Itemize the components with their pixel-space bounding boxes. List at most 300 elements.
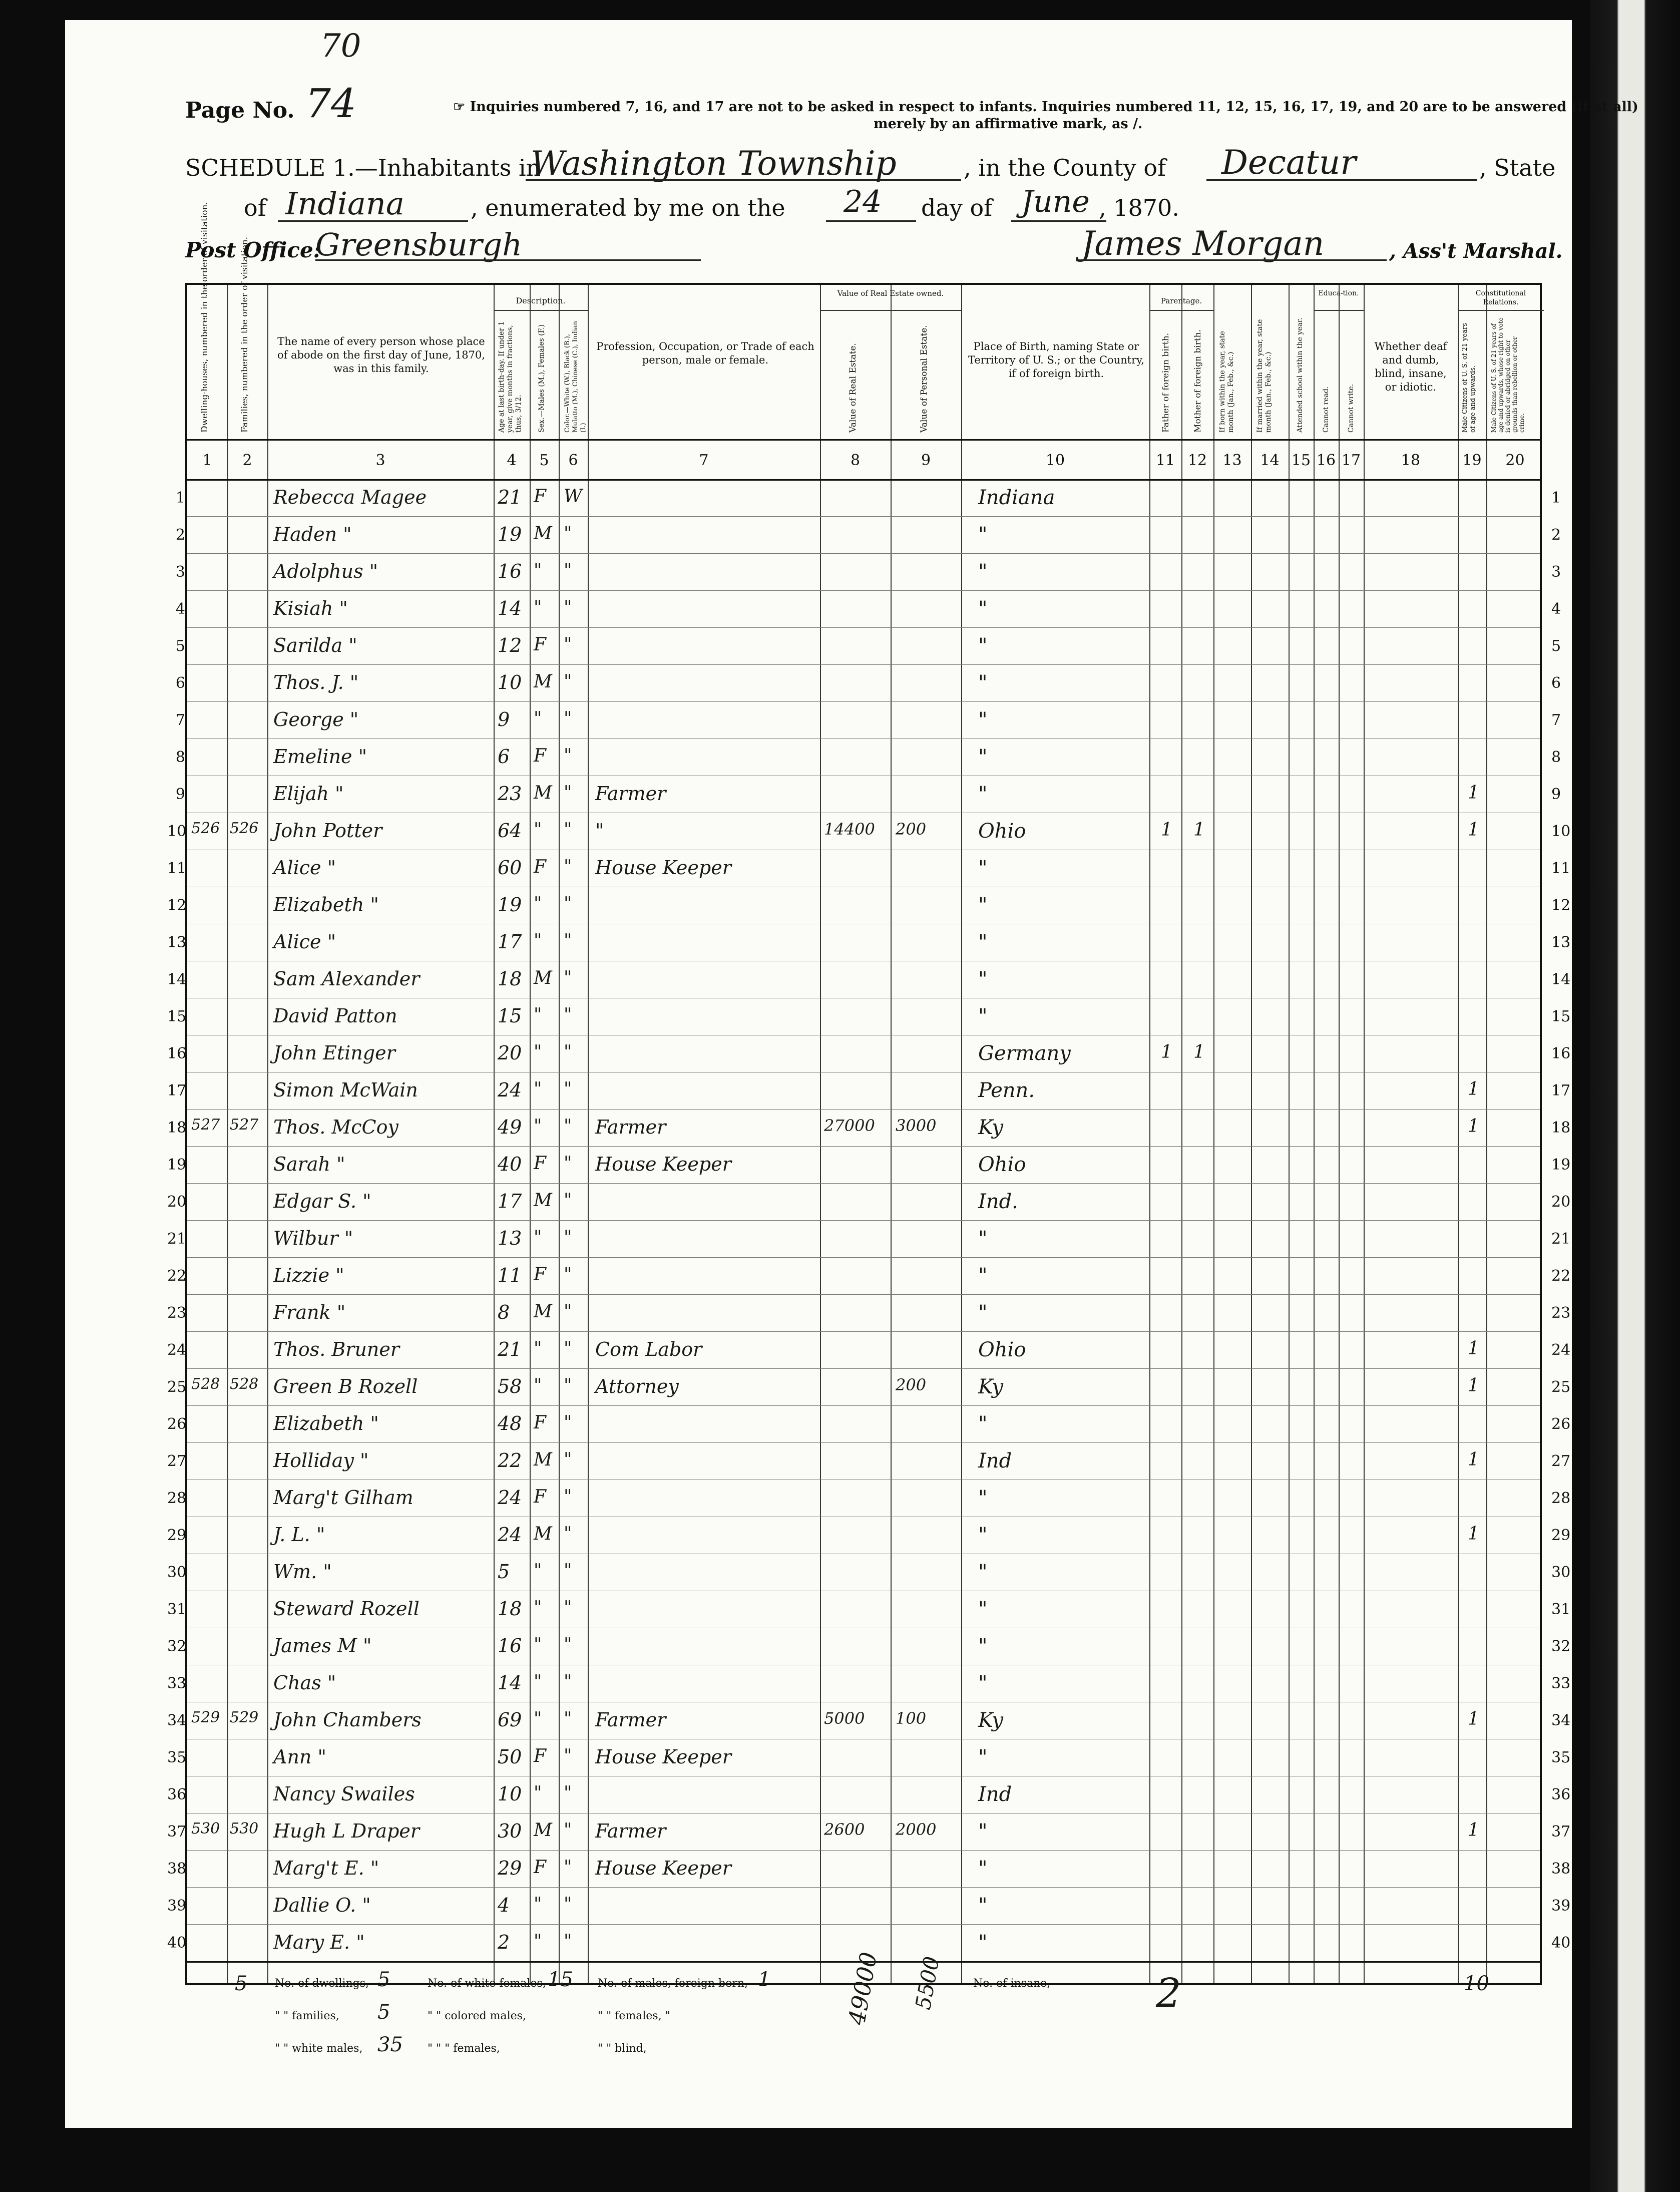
row-number-left: 36 <box>167 1786 187 1803</box>
sex-value: F <box>534 1412 546 1433</box>
header-personal-estate-column: Value of Personal Estate. <box>919 325 929 433</box>
birthplace-value: Ky <box>978 1375 1003 1398</box>
parentage-heading: Parentage. <box>1160 296 1202 305</box>
row-number-right: 9 <box>1551 786 1561 803</box>
row-number-left: 31 <box>167 1601 187 1618</box>
age-value: 16 <box>498 560 522 582</box>
education-group-line <box>1314 310 1364 311</box>
birthplace-value: " <box>978 1487 988 1510</box>
row-number-right: 15 <box>1551 1008 1571 1025</box>
real-estate-total: 49000 <box>843 1950 883 2027</box>
row-number-right: 27 <box>1551 1452 1571 1470</box>
person-name: Kisiah " <box>273 597 348 619</box>
month-value: June <box>1021 184 1090 219</box>
township-underline <box>526 179 961 181</box>
notice-line-2: merely by an affirmative mark, as /. <box>874 116 1143 132</box>
foreign-males-value: 1 <box>758 1968 771 1991</box>
table-row <box>187 1368 1544 1405</box>
person-name: Hugh L Draper <box>273 1820 420 1842</box>
birthplace-value: " <box>978 1227 988 1250</box>
birthplace-value: Indiana <box>978 486 1055 509</box>
row-number-right: 31 <box>1551 1601 1571 1618</box>
table-row <box>187 1109 1544 1146</box>
column-number: 2 <box>242 452 252 469</box>
birthplace-value: " <box>978 560 988 583</box>
row-number-right: 22 <box>1551 1267 1571 1285</box>
birthplace-value: " <box>978 1746 988 1769</box>
person-name: Elijah " <box>273 783 344 805</box>
occupation-value: Attorney <box>595 1375 679 1397</box>
age-value: 17 <box>498 1190 522 1212</box>
post-office-value: Greensburgh <box>315 226 523 263</box>
person-name: Ann " <box>273 1746 326 1768</box>
sex-value: M <box>534 1820 552 1841</box>
schedule-label: SCHEDULE 1.—Inhabitants in <box>185 154 541 181</box>
table-row <box>187 1739 1544 1776</box>
age-value: 21 <box>498 486 522 508</box>
occupation-value: House Keeper <box>595 1746 731 1768</box>
birthplace-value: Ohio <box>978 1153 1026 1176</box>
person-name: Nancy Swailes <box>273 1783 415 1805</box>
personal-estate-value: 200 <box>896 820 927 839</box>
day-underline <box>826 220 916 222</box>
age-value: 11 <box>498 1264 522 1286</box>
row-number-left: 25 <box>167 1378 187 1396</box>
male-citizen-mark: 1 <box>1468 820 1479 840</box>
table-row <box>187 627 1544 664</box>
row-number-left: 29 <box>167 1527 187 1544</box>
age-value: 19 <box>498 523 522 545</box>
row-number-right: 39 <box>1551 1897 1571 1915</box>
sex-value: M <box>534 1524 552 1544</box>
person-name: Thos. Bruner <box>273 1338 400 1360</box>
notice-line-1: ☞ Inquiries numbered 7, 16, and 17 are not to be asked in respect to infants. Inquiries numbered 11, 12, 15, 16, 17, 19, and 20 are to be answered (if at all) <box>453 99 1638 115</box>
dwelling-number: 527 <box>191 1116 220 1134</box>
real-estate-value: 2600 <box>824 1820 865 1839</box>
row-number-left: 17 <box>167 1082 187 1100</box>
row-number-left: 38 <box>167 1860 187 1878</box>
sex-value: F <box>534 1746 546 1766</box>
age-value: 4 <box>498 1894 510 1916</box>
sex-value: " <box>534 1227 542 1248</box>
table-row <box>187 739 1544 776</box>
color-value: " <box>564 1783 572 1803</box>
sex-value: F <box>534 634 546 655</box>
color-value: " <box>564 1301 572 1322</box>
table-row <box>187 1887 1544 1924</box>
personal-estate-value: 200 <box>896 1375 927 1394</box>
header-family-column: Families, numbered in the order of visitation. <box>240 236 250 433</box>
row-number-right: 19 <box>1551 1156 1571 1174</box>
birthplace-value: " <box>978 1894 988 1917</box>
sex-value: F <box>534 1264 546 1285</box>
row-number-left: 12 <box>167 897 187 914</box>
person-name: Holliday " <box>273 1449 369 1472</box>
header-bottom-line <box>187 439 1540 441</box>
birthplace-value: Ky <box>978 1116 1003 1139</box>
family-number: 526 <box>230 820 259 837</box>
color-value: " <box>564 1746 572 1766</box>
table-row <box>187 701 1544 739</box>
age-value: 14 <box>498 597 522 619</box>
sex-value: " <box>534 1338 542 1359</box>
birthplace-value: " <box>978 671 988 694</box>
row-number-right: 21 <box>1551 1230 1571 1248</box>
dwellings-value: 5 <box>377 1968 390 1991</box>
sex-value: " <box>534 1079 542 1100</box>
age-value: 24 <box>498 1079 522 1101</box>
color-value: " <box>564 523 572 544</box>
person-name: John Potter <box>273 820 382 842</box>
birthplace-value: Ohio <box>978 820 1026 843</box>
education-heading: Educa-tion. <box>1318 289 1359 297</box>
row-number-right: 33 <box>1551 1675 1571 1692</box>
birthplace-value: " <box>978 1412 988 1435</box>
row-number-left: 32 <box>167 1638 187 1655</box>
colored-females-label: " " " females, <box>428 2042 500 2055</box>
header-name-column: The name of every person whose place of abode on the first day of June, 1870, was in this family. <box>277 335 486 375</box>
table-row <box>187 1405 1544 1442</box>
table-row <box>187 1035 1544 1072</box>
real-estate-value: 14400 <box>824 820 875 839</box>
page-label: Page No. <box>185 98 295 123</box>
color-value: " <box>564 1190 572 1211</box>
page-number: 74 <box>305 80 356 127</box>
table-row <box>187 1257 1544 1294</box>
person-name: Elizabeth " <box>273 894 379 916</box>
header-color-column: Color.—White (W.), Black (B.), Mulatto (M.), Chinese (C.), Indian (I.) <box>564 320 587 433</box>
color-value: " <box>564 1153 572 1174</box>
personal-estate-value: 3000 <box>896 1116 937 1135</box>
occupation-value: Farmer <box>595 1820 666 1842</box>
parentage-total: 2 <box>1156 1970 1181 2016</box>
sex-value: M <box>534 1190 552 1211</box>
row-number-left: 6 <box>175 674 185 692</box>
header-dwelling-column: Dwelling-houses, numbered in the order of visitation. <box>200 202 210 433</box>
table-row <box>187 1072 1544 1109</box>
birthplace-value: " <box>978 783 988 806</box>
table-row <box>187 850 1544 887</box>
state-value: Indiana <box>285 185 404 222</box>
row-number-left: 24 <box>167 1341 187 1359</box>
table-row <box>187 1628 1544 1665</box>
row-number-right: 35 <box>1551 1749 1571 1766</box>
male-citizen-mark: 1 <box>1468 783 1479 803</box>
township-value: Washington Township <box>531 144 897 183</box>
row-number-right: 2 <box>1551 526 1561 544</box>
age-value: 60 <box>498 857 522 879</box>
column-number: 6 <box>568 452 578 469</box>
male-citizen-mark: 1 <box>1468 1524 1479 1544</box>
header-male-citizens-column: Male Citizens of U. S. of 21 years of age and upwards. <box>1461 323 1477 433</box>
row-number-right: 13 <box>1551 934 1571 951</box>
row-number-left: 39 <box>167 1897 187 1915</box>
table-row <box>187 1220 1544 1257</box>
state-label: , State <box>1479 154 1556 181</box>
age-value: 64 <box>498 820 522 842</box>
row-number-right: 8 <box>1551 749 1561 766</box>
age-value: 29 <box>498 1857 522 1879</box>
occupation-value: House Keeper <box>595 1153 731 1175</box>
male-citizen-mark: 1 <box>1468 1820 1479 1841</box>
sex-value: " <box>534 1005 542 1025</box>
header-born-within-year-column: If born within the year, state month (Jan., Feb., &c.) <box>1218 331 1235 433</box>
occupation-value: " <box>595 820 604 842</box>
dwelling-number: 529 <box>191 1709 220 1726</box>
description-heading: Description. <box>516 296 566 305</box>
row-number-right: 17 <box>1551 1082 1571 1100</box>
occupation-value: House Keeper <box>595 857 731 879</box>
white-males-value: 35 <box>377 2033 403 2056</box>
family-number: 527 <box>230 1116 259 1134</box>
person-name: George " <box>273 708 359 730</box>
person-name: Wilbur " <box>273 1227 353 1249</box>
marshal-label: , Ass't Marshal. <box>1389 239 1563 263</box>
sex-value: " <box>534 1598 542 1618</box>
of-label: of <box>244 194 266 221</box>
person-name: Simon McWain <box>273 1079 418 1101</box>
birthplace-value: " <box>978 708 988 732</box>
age-value: 13 <box>498 1227 522 1249</box>
sex-value: " <box>534 560 542 581</box>
row-number-left: 19 <box>167 1156 187 1174</box>
sex-value: " <box>534 1709 542 1729</box>
person-name: Chas " <box>273 1672 336 1694</box>
color-value: " <box>564 1820 572 1841</box>
row-number-left: 1 <box>175 489 185 507</box>
citizens-total: 10 <box>1464 1972 1489 1995</box>
constitutional-group-line <box>1458 310 1544 311</box>
row-number-left: 35 <box>167 1749 187 1766</box>
age-value: 40 <box>498 1153 522 1175</box>
summary-left-tally: 5 <box>235 1972 248 1995</box>
table-row <box>187 590 1544 627</box>
row-number-left: 34 <box>167 1712 187 1729</box>
row-number-left: 30 <box>167 1564 187 1581</box>
age-value: 14 <box>498 1672 522 1694</box>
header-mother-foreign-column: Mother of foreign birth. <box>1193 329 1203 433</box>
table-row <box>187 1183 1544 1220</box>
birthplace-value: " <box>978 1857 988 1880</box>
age-value: 20 <box>498 1042 522 1064</box>
color-value: W <box>564 486 583 507</box>
birthplace-value: Ind <box>978 1449 1012 1473</box>
age-value: 10 <box>498 671 522 693</box>
sex-value: M <box>534 783 552 803</box>
real-estate-heading: Value of Real Estate owned. <box>837 289 944 298</box>
dwelling-number: 530 <box>191 1820 220 1838</box>
white-females-value: 15 <box>548 1968 573 1991</box>
dwelling-number: 526 <box>191 820 220 837</box>
birthplace-value: " <box>978 1931 988 1954</box>
header-sex-column: Sex.—Males (M.), Females (F.) <box>538 324 546 433</box>
color-value: " <box>564 1598 572 1618</box>
description-group-line <box>494 310 588 311</box>
header-cannot-write-column: Cannot write. <box>1347 384 1355 433</box>
family-number: 528 <box>230 1375 259 1393</box>
sex-value: " <box>534 1042 542 1062</box>
row-number-right: 30 <box>1551 1564 1571 1581</box>
birthplace-value: Ohio <box>978 1338 1026 1361</box>
row-number-left: 20 <box>167 1193 187 1211</box>
person-name: Elizabeth " <box>273 1412 379 1434</box>
row-number-right: 37 <box>1551 1823 1571 1841</box>
table-row <box>187 1702 1544 1739</box>
mother-foreign-mark: 1 <box>1193 820 1205 840</box>
person-name: Rebecca Magee <box>273 486 427 508</box>
age-value: 30 <box>498 1820 522 1842</box>
male-citizen-mark: 1 <box>1468 1079 1479 1100</box>
row-number-right: 3 <box>1551 563 1561 581</box>
sex-value: F <box>534 857 546 877</box>
birthplace-value: " <box>978 1264 988 1287</box>
birthplace-value: " <box>978 1672 988 1695</box>
colored-males-label: " " colored males, <box>428 2010 527 2022</box>
county-underline <box>1206 179 1477 181</box>
color-value: " <box>564 1005 572 1025</box>
sex-value: F <box>534 1153 546 1174</box>
father-foreign-mark: 1 <box>1161 1042 1172 1062</box>
sex-value: M <box>534 523 552 544</box>
row-number-left: 4 <box>175 600 185 618</box>
sex-value: " <box>534 894 542 914</box>
table-row <box>187 813 1544 850</box>
row-number-right: 6 <box>1551 674 1561 692</box>
row-number-right: 4 <box>1551 600 1561 618</box>
color-value: " <box>564 1857 572 1878</box>
header-father-foreign-column: Father of foreign birth. <box>1161 332 1171 433</box>
color-value: " <box>564 1894 572 1915</box>
birthplace-value: Ind <box>978 1783 1012 1806</box>
row-number-left: 15 <box>167 1008 187 1025</box>
age-value: 6 <box>498 746 510 768</box>
color-value: " <box>564 931 572 951</box>
month-underline <box>1011 220 1106 222</box>
male-citizen-mark: 1 <box>1468 1375 1479 1396</box>
age-value: 24 <box>498 1487 522 1509</box>
person-name: Frank " <box>273 1301 346 1323</box>
row-number-left: 18 <box>167 1119 187 1137</box>
person-name: Steward Rozell <box>273 1598 419 1620</box>
row-number-right: 25 <box>1551 1378 1571 1396</box>
sex-value: F <box>534 486 546 507</box>
sex-value: F <box>534 1487 546 1507</box>
table-row <box>187 887 1544 924</box>
header-birthplace-column: Place of Birth, naming State or Territory of U. S.; or the Country, if of foreign birth. <box>968 340 1144 380</box>
color-value: " <box>564 1487 572 1507</box>
row-number-right: 12 <box>1551 897 1571 914</box>
color-value: " <box>564 746 572 766</box>
person-name: Adolphus " <box>273 560 378 582</box>
sex-value: " <box>534 1894 542 1915</box>
male-citizen-mark: 1 <box>1468 1338 1479 1359</box>
stamp-number: 70 <box>320 28 361 65</box>
age-value: 58 <box>498 1375 522 1397</box>
column-number: 17 <box>1341 452 1361 469</box>
color-value: " <box>564 708 572 729</box>
male-citizen-mark: 1 <box>1468 1116 1479 1137</box>
column-number: 15 <box>1291 452 1311 469</box>
table-row <box>187 1442 1544 1480</box>
row-number-right: 1 <box>1551 489 1561 507</box>
header-vote-denied-column: Male Citizens of U. S. of 21 years of age and upwards, whose right to vote is denied or abridged on other grounds than rebellion or other crime. <box>1490 317 1525 433</box>
row-number-left: 8 <box>175 749 185 766</box>
column-number: 19 <box>1462 452 1482 469</box>
color-value: " <box>564 1449 572 1470</box>
person-name: John Etinger <box>273 1042 395 1064</box>
birthplace-value: Ind. <box>978 1190 1018 1213</box>
row-number-left: 14 <box>167 971 187 988</box>
birthplace-value: " <box>978 1005 988 1028</box>
table-row <box>187 1591 1544 1628</box>
person-name: John Chambers <box>273 1709 422 1731</box>
header-married-within-year-column: If married within the year, state month (Jan., Feb., &c.) <box>1256 319 1273 433</box>
birthplace-value: " <box>978 1301 988 1324</box>
header-disability-column: Whether deaf and dumb, blind, insane, or idiotic. <box>1374 340 1447 393</box>
row-number-left: 26 <box>167 1415 187 1433</box>
table-row <box>187 1665 1544 1702</box>
row-number-right: 26 <box>1551 1415 1571 1433</box>
table-row <box>187 516 1544 553</box>
birthplace-value: " <box>978 857 988 880</box>
sex-value: " <box>534 820 542 840</box>
color-value: " <box>564 820 572 840</box>
table-row <box>187 1776 1544 1813</box>
row-number-left: 23 <box>167 1304 187 1322</box>
sex-value: " <box>534 1931 542 1952</box>
person-name: Thos. McCoy <box>273 1116 398 1138</box>
row-number-left: 21 <box>167 1230 187 1248</box>
row-number-left: 33 <box>167 1675 187 1692</box>
birthplace-value: " <box>978 894 988 917</box>
age-value: 24 <box>498 1524 522 1546</box>
occupation-value: House Keeper <box>595 1857 731 1879</box>
age-value: 8 <box>498 1301 510 1323</box>
color-value: " <box>564 597 572 618</box>
row-number-right: 36 <box>1551 1786 1571 1803</box>
age-value: 21 <box>498 1338 522 1360</box>
person-name: Dallie O. " <box>273 1894 371 1916</box>
personal-estate-total: 5500 <box>911 1954 944 2012</box>
age-value: 18 <box>498 1598 522 1620</box>
male-citizen-mark: 1 <box>1468 1449 1479 1470</box>
age-value: 2 <box>498 1931 510 1953</box>
person-name: Lizzie " <box>273 1264 344 1286</box>
sex-value: " <box>534 1561 542 1581</box>
real-estate-value: 5000 <box>824 1709 865 1728</box>
color-value: " <box>564 1672 572 1692</box>
birthplace-value: " <box>978 634 988 657</box>
birthplace-value: " <box>978 1820 988 1843</box>
column-number: 16 <box>1316 452 1336 469</box>
row-number-right: 14 <box>1551 971 1571 988</box>
column-number: 18 <box>1401 452 1421 469</box>
row-number-right: 18 <box>1551 1119 1571 1137</box>
color-value: " <box>564 634 572 655</box>
column-number: 5 <box>539 452 549 469</box>
mother-foreign-mark: 1 <box>1193 1042 1205 1062</box>
marshal-underline <box>1076 259 1387 261</box>
row-number-right: 16 <box>1551 1045 1571 1062</box>
foreign-males-label: No. of males, foreign born, <box>598 1977 748 1990</box>
color-value: " <box>564 1116 572 1137</box>
birthplace-value: " <box>978 597 988 620</box>
post-office-label: Post Office: <box>185 238 321 262</box>
column-number: 14 <box>1260 452 1280 469</box>
age-value: 16 <box>498 1635 522 1657</box>
header-school-column: Attended school within the year. <box>1296 317 1304 433</box>
header-real-estate-column: Value of Real Estate. <box>848 343 858 433</box>
